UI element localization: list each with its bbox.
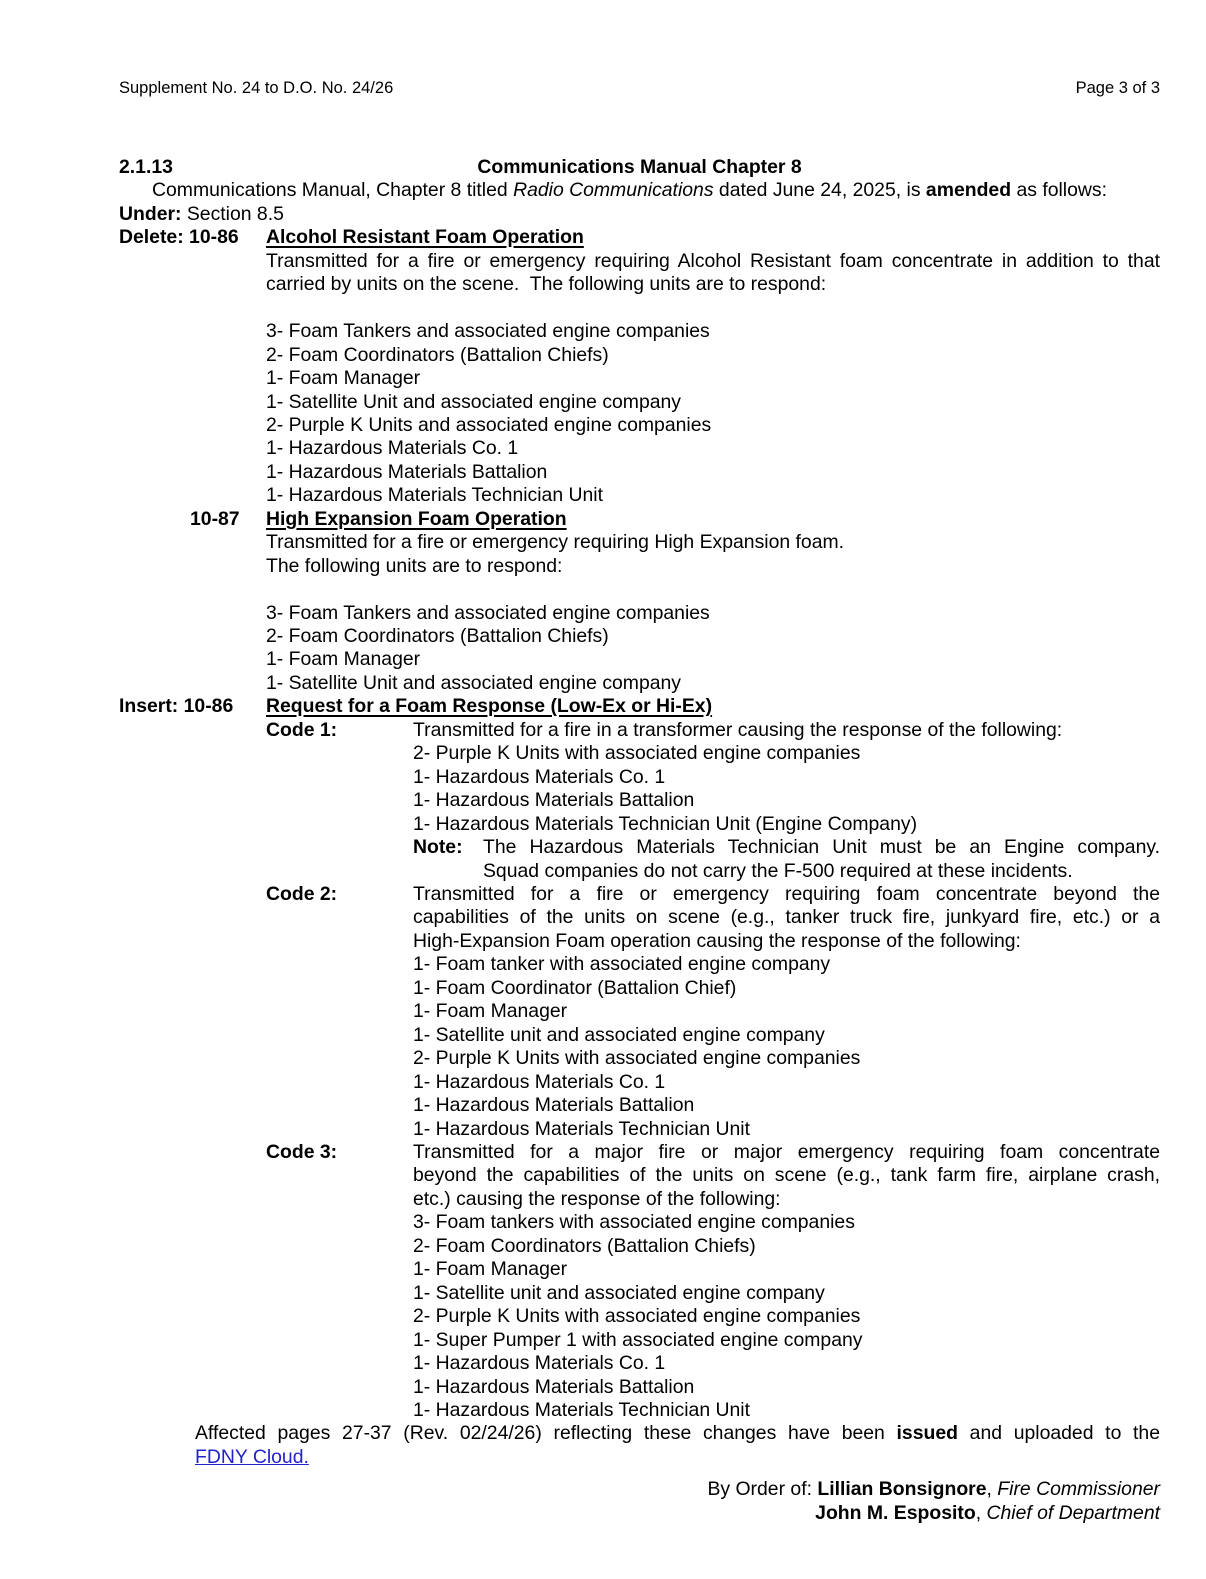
intro-text-bold: amended [925, 179, 1012, 202]
code-2-block [266, 883, 1160, 1141]
unit-list-item: 1- Hazardous Materials Co. 1 [413, 1070, 666, 1093]
chief-name: John M. Esposito [815, 1501, 976, 1524]
paragraph-line: Transmitted for a fire or emergency requiring foam concentrate beyond the [413, 883, 1160, 906]
under-text: Section 8.5 [181, 202, 284, 225]
document-body [119, 156, 1160, 1525]
code-3-body [413, 1141, 1160, 1422]
under-line [119, 203, 1160, 226]
unit-list-item: 1- Foam Manager [266, 648, 421, 671]
unit-list-item: 2- Purple K Units with associated engine companies [413, 1305, 861, 1328]
unit-list-item: 2- Foam Coordinators (Battalion Chiefs) [266, 625, 609, 648]
section-number: 2.1.13 [119, 156, 173, 178]
signature-block [119, 1478, 1160, 1525]
section-title: Communications Manual Chapter 8 [477, 156, 802, 178]
unit-list-item: 1- Hazardous Materials Co. 1 [413, 1352, 666, 1375]
note-line: The Hazardous Materials Technician Unit must be an Engine company. [483, 836, 1160, 859]
intro-paragraph [119, 179, 1160, 202]
code-3-block [266, 1141, 1160, 1422]
signature-line-commissioner [119, 1478, 1160, 1501]
entry-insert-10-86 [119, 695, 1160, 1422]
code-3-label: Code 3: [266, 1141, 338, 1163]
section-title-row [119, 156, 1160, 179]
unit-list-item: 1- Satellite unit and associated engine company [413, 1281, 825, 1304]
affected-link-line [195, 1446, 1160, 1469]
paragraph-line: High-Expansion Foam operation causing the response of the following: [413, 929, 1021, 952]
unit-list-item: 2- Foam Coordinators (Battalion Chiefs) [413, 1234, 756, 1257]
by-order-of-text: By Order of: [707, 1478, 818, 1501]
unit-list-item: 1- Super Pumper 1 with associated engine company [413, 1328, 863, 1351]
paragraph-line: Transmitted for a major fire or major emergency requiring foam concentrate [413, 1141, 1160, 1163]
unit-list-item: 1- Satellite Unit and associated engine company [266, 671, 681, 694]
unit-list-item: 1- Hazardous Materials Technician Unit [413, 1117, 750, 1140]
paragraph-line: beyond the capabilities of the units on scene (e.g., tank farm fire, airplane crash, [413, 1164, 1160, 1187]
unit-list-item: 1- Hazardous Materials Battalion [413, 789, 695, 812]
commissioner-name: Lillian Bonsignore [817, 1478, 987, 1501]
commissioner-title: Fire Commissioner [997, 1478, 1160, 1501]
unit-list-item: 1- Foam Manager [413, 1000, 568, 1023]
unit-list-item: 1- Hazardous Materials Co. 1 [413, 765, 666, 788]
spacer [266, 578, 1160, 601]
entry-label-delete-10-86: Delete: 10-86 [119, 226, 239, 249]
code-2-body [413, 883, 1160, 1141]
document-header [119, 78, 1160, 98]
unit-list-item: 1- Foam Manager [413, 1258, 568, 1281]
unit-list-item: 1- Hazardous Materials Co. 1 [266, 437, 519, 460]
paragraph-line: Transmitted for a fire or emergency requiring High Expansion foam. [266, 531, 845, 554]
separator: , [986, 1478, 998, 1501]
paragraph-line: etc.) causing the response of the following: [413, 1187, 781, 1210]
unit-list-item: 3- Foam Tankers and associated engine companies [266, 601, 710, 624]
entry-10-87 [119, 508, 1160, 696]
entry-body-delete-10-86 [266, 226, 1160, 507]
signature-line-chief [119, 1502, 1160, 1525]
note-block [413, 836, 1160, 883]
note-body [483, 836, 1160, 883]
note-label: Note: [413, 836, 463, 859]
unit-list-item: 1- Satellite Unit and associated engine company [266, 390, 681, 413]
unit-list-item: 1- Satellite unit and associated engine company [413, 1023, 825, 1046]
unit-list-item: 1- Foam Manager [266, 367, 421, 390]
affected-text-post: and uploaded to the [957, 1422, 1160, 1445]
heading-alcohol-resistant-foam: Alcohol Resistant Foam Operation [266, 226, 584, 249]
code-2-label: Code 2: [266, 883, 338, 906]
paragraph-line: Transmitted for a fire or emergency requiring Alcohol Resistant foam concentrate in addition to that [266, 249, 1160, 272]
code-1-label: Code 1: [266, 718, 338, 741]
unit-list-item: 2- Purple K Units with associated engine companies [413, 742, 861, 765]
paragraph-line: capabilities of the units on scene (e.g., tanker truck fire, junkyard fire, etc.) or a [413, 906, 1160, 929]
affected-text-pre: Affected pages 27-37 (Rev. 02/24/26) reflecting these changes have been [195, 1422, 897, 1445]
fdny-cloud-link[interactable]: FDNY Cloud. [195, 1445, 309, 1468]
entry-delete-10-86 [119, 226, 1160, 507]
code-1-block [266, 719, 1160, 883]
unit-list-item: 2- Purple K Units with associated engine companies [413, 1047, 861, 1070]
affected-pages-line [195, 1422, 1160, 1445]
unit-list-item: 1- Hazardous Materials Battalion [266, 460, 548, 483]
supplement-reference: Supplement No. 24 to D.O. No. 24/26 [119, 79, 394, 97]
note-line: Squad companies do not carry the F-500 required at these incidents. [483, 859, 1073, 882]
entry-label-10-87: 10-87 [190, 507, 240, 530]
paragraph-line: Transmitted for a fire in a transformer causing the response of the following: [413, 718, 1063, 741]
unit-list-item: 2- Purple K Units and associated engine companies [266, 413, 712, 436]
unit-list-item: 1- Foam Coordinator (Battalion Chief) [413, 976, 737, 999]
unit-list-item: 1- Hazardous Materials Technician Unit [413, 1398, 750, 1421]
entry-label-insert-10-86: Insert: 10-86 [119, 695, 234, 718]
unit-list-item: 1- Hazardous Materials Technician Unit [266, 484, 603, 507]
paragraph-line: carried by units on the scene. The following units are to respond: [266, 273, 827, 296]
unit-list-item: 2- Foam Coordinators (Battalion Chiefs) [266, 343, 609, 366]
intro-text-italic: Radio Communications [513, 179, 714, 202]
unit-list-item: 3- Foam Tankers and associated engine companies [266, 320, 710, 343]
affected-text-bold: issued [896, 1422, 958, 1445]
unit-list-item: 1- Hazardous Materials Battalion [413, 1375, 695, 1398]
code-1-body [413, 719, 1160, 883]
chief-title: Chief of Department [986, 1501, 1160, 1524]
page-number: Page 3 of 3 [1075, 79, 1160, 97]
paragraph-line: The following units are to respond: [266, 554, 563, 577]
intro-text-post: as follows: [1011, 179, 1107, 202]
intro-text-mid: dated June 24, 2025, is [713, 179, 926, 202]
unit-list-item: 1- Foam tanker with associated engine company [413, 953, 831, 976]
entry-body-10-87 [266, 508, 1160, 696]
spacer [266, 297, 1160, 320]
intro-text-pre: Communications Manual, Chapter 8 titled [152, 179, 514, 202]
heading-high-expansion-foam: High Expansion Foam Operation [266, 507, 567, 530]
entry-body-insert-10-86 [266, 695, 1160, 1422]
separator: , [975, 1501, 987, 1524]
unit-list-item: 3- Foam tankers with associated engine companies [413, 1211, 855, 1234]
unit-list-item: 1- Hazardous Materials Technician Unit (Engine Company) [413, 812, 918, 835]
affected-pages-paragraph [195, 1422, 1160, 1469]
unit-list-item: 1- Hazardous Materials Battalion [413, 1094, 695, 1117]
under-label: Under: [119, 202, 182, 225]
heading-request-foam-response: Request for a Foam Response (Low-Ex or Hi-Ex) [266, 695, 713, 718]
